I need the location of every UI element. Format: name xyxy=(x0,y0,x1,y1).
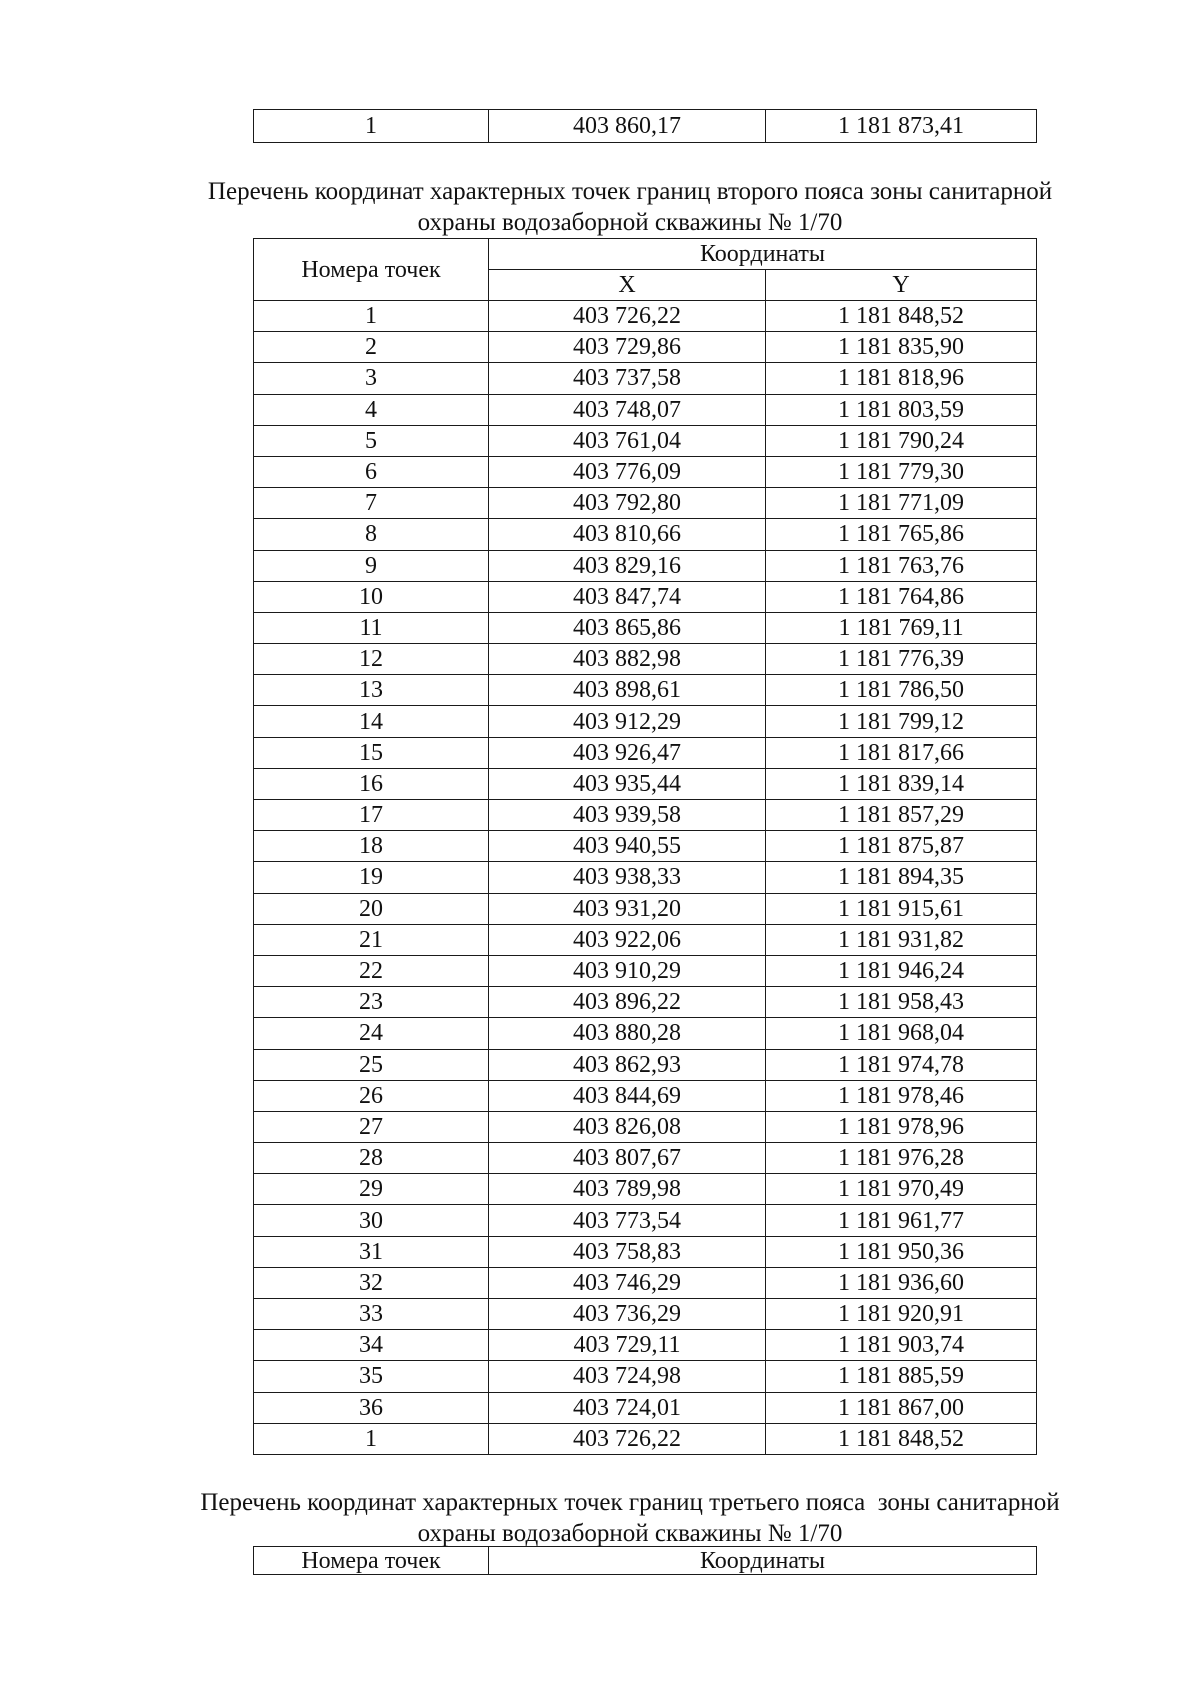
x-coordinate-cell: 403 922,06 xyxy=(489,924,766,955)
y-coordinate-cell: 1 181 867,00 xyxy=(766,1392,1037,1423)
x-coordinate-cell: 403 746,29 xyxy=(489,1267,766,1298)
point-number-cell: 9 xyxy=(254,550,489,581)
x-coordinate-cell: 403 829,16 xyxy=(489,550,766,581)
point-number-cell: 29 xyxy=(254,1174,489,1205)
point-number-cell: 5 xyxy=(254,425,489,456)
table-row xyxy=(254,1236,1037,1267)
point-number-cell: 33 xyxy=(254,1299,489,1330)
table-row xyxy=(254,706,1037,737)
table-row xyxy=(254,1392,1037,1423)
point-number-cell: 1 xyxy=(254,1423,489,1454)
x-coordinate-cell: 403 847,74 xyxy=(489,581,766,612)
y-coordinate-cell: 1 181 803,59 xyxy=(766,394,1037,425)
y-coordinate-cell: 1 181 799,12 xyxy=(766,706,1037,737)
y-coordinate-cell: 1 181 961,77 xyxy=(766,1205,1037,1236)
table-row xyxy=(254,768,1037,799)
table-row xyxy=(254,800,1037,831)
table-row xyxy=(254,675,1037,706)
x-coordinate-cell: 403 931,20 xyxy=(489,893,766,924)
table-row xyxy=(254,1143,1037,1174)
table-row xyxy=(254,1361,1037,1392)
table-row xyxy=(254,831,1037,862)
x-coordinate-cell: 403 826,08 xyxy=(489,1111,766,1142)
table-row xyxy=(254,519,1037,550)
y-coordinate-cell: 1 181 976,28 xyxy=(766,1143,1037,1174)
point-number-cell: 1 xyxy=(254,301,489,332)
x-coordinate-cell: 403 737,58 xyxy=(489,363,766,394)
coordinates-table-third-zone xyxy=(253,1546,1037,1575)
table-row xyxy=(254,394,1037,425)
x-coordinate-cell: 403 810,66 xyxy=(489,519,766,550)
point-number-cell: 23 xyxy=(254,987,489,1018)
table-row xyxy=(254,737,1037,768)
x-coordinate-cell: 403 729,86 xyxy=(489,332,766,363)
table-row xyxy=(254,301,1037,332)
x-coordinate-cell: 403 758,83 xyxy=(489,1236,766,1267)
point-number-cell: 3 xyxy=(254,363,489,394)
y-coordinate-cell: 1 181 818,96 xyxy=(766,363,1037,394)
y-coordinate-cell: 1 181 786,50 xyxy=(766,675,1037,706)
x-coordinate-cell: 403 724,98 xyxy=(489,1361,766,1392)
x-coordinate-cell: 403 939,58 xyxy=(489,800,766,831)
y-coordinate-cell: 1 181 765,86 xyxy=(766,519,1037,550)
header-x: X xyxy=(489,270,766,301)
x-coordinate-cell: 403 910,29 xyxy=(489,955,766,986)
y-coordinate-cell: 1 181 950,36 xyxy=(766,1236,1037,1267)
table-body xyxy=(254,301,1037,1455)
table-row xyxy=(254,1423,1037,1454)
table-row xyxy=(254,924,1037,955)
x-coordinate-cell: 403 896,22 xyxy=(489,987,766,1018)
x-coordinate-cell: 403 926,47 xyxy=(489,737,766,768)
point-number-cell: 35 xyxy=(254,1361,489,1392)
table-row xyxy=(254,1111,1037,1142)
header-point-numbers: Номера точек xyxy=(254,1547,489,1575)
x-coordinate-cell: 403 880,28 xyxy=(489,1018,766,1049)
table-header xyxy=(254,239,1037,301)
table-row xyxy=(254,581,1037,612)
table-row xyxy=(254,1018,1037,1049)
table-row xyxy=(254,862,1037,893)
x-coordinate-cell: 403 729,11 xyxy=(489,1330,766,1361)
point-number-cell: 36 xyxy=(254,1392,489,1423)
point-number-cell: 2 xyxy=(254,332,489,363)
x-coordinate-cell: 403 726,22 xyxy=(489,1423,766,1454)
table-header-row xyxy=(254,1547,1037,1575)
coordinates-table-first-zone-tail xyxy=(253,109,1037,143)
point-number-cell: 26 xyxy=(254,1080,489,1111)
section-title-line: Перечень координат характерных точек границ третьего пояса зоны санитарной xyxy=(200,1489,1060,1516)
point-number-cell: 21 xyxy=(254,924,489,955)
y-coordinate-cell: 1 181 958,43 xyxy=(766,987,1037,1018)
header-coordinates: Координаты xyxy=(489,239,1037,270)
y-coordinate-cell: 1 181 848,52 xyxy=(766,301,1037,332)
y-coordinate-cell: 1 181 779,30 xyxy=(766,456,1037,487)
y-coordinate-cell: 1 181 873,41 xyxy=(766,110,1037,143)
y-coordinate-cell: 1 181 903,74 xyxy=(766,1330,1037,1361)
y-coordinate-cell: 1 181 835,90 xyxy=(766,332,1037,363)
point-number-cell: 10 xyxy=(254,581,489,612)
table-row xyxy=(254,456,1037,487)
x-coordinate-cell: 403 935,44 xyxy=(489,768,766,799)
x-coordinate-cell: 403 862,93 xyxy=(489,1049,766,1080)
y-coordinate-cell: 1 181 857,29 xyxy=(766,800,1037,831)
point-number-cell: 14 xyxy=(254,706,489,737)
table-header-row xyxy=(254,239,1037,270)
section-title-line: охраны водозаборной скважины № 1/70 xyxy=(417,209,843,236)
point-number-cell: 13 xyxy=(254,675,489,706)
table-row xyxy=(254,488,1037,519)
y-coordinate-cell: 1 181 763,76 xyxy=(766,550,1037,581)
table-row xyxy=(254,550,1037,581)
y-coordinate-cell: 1 181 771,09 xyxy=(766,488,1037,519)
y-coordinate-cell: 1 181 769,11 xyxy=(766,612,1037,643)
point-number-cell: 15 xyxy=(254,737,489,768)
y-coordinate-cell: 1 181 875,87 xyxy=(766,831,1037,862)
x-coordinate-cell: 403 736,29 xyxy=(489,1299,766,1330)
point-number-cell: 28 xyxy=(254,1143,489,1174)
point-number-cell: 30 xyxy=(254,1205,489,1236)
y-coordinate-cell: 1 181 968,04 xyxy=(766,1018,1037,1049)
x-coordinate-cell: 403 912,29 xyxy=(489,706,766,737)
section-title-third-zone xyxy=(150,1487,1110,1549)
table-row xyxy=(254,363,1037,394)
table-row xyxy=(254,987,1037,1018)
y-coordinate-cell: 1 181 776,39 xyxy=(766,644,1037,675)
point-number-cell: 1 xyxy=(254,110,489,143)
section-title-line: охраны водозаборной скважины № 1/70 xyxy=(417,1520,843,1547)
y-coordinate-cell: 1 181 920,91 xyxy=(766,1299,1037,1330)
y-coordinate-cell: 1 181 894,35 xyxy=(766,862,1037,893)
coordinates-table-second-zone xyxy=(253,238,1037,1455)
x-coordinate-cell: 403 898,61 xyxy=(489,675,766,706)
x-coordinate-cell: 403 724,01 xyxy=(489,1392,766,1423)
x-coordinate-cell: 403 844,69 xyxy=(489,1080,766,1111)
y-coordinate-cell: 1 181 978,46 xyxy=(766,1080,1037,1111)
table-row xyxy=(254,955,1037,986)
x-coordinate-cell: 403 726,22 xyxy=(489,301,766,332)
point-number-cell: 24 xyxy=(254,1018,489,1049)
x-coordinate-cell: 403 807,67 xyxy=(489,1143,766,1174)
point-number-cell: 25 xyxy=(254,1049,489,1080)
point-number-cell: 27 xyxy=(254,1111,489,1142)
point-number-cell: 8 xyxy=(254,519,489,550)
header-coordinates: Координаты xyxy=(489,1547,1037,1575)
y-coordinate-cell: 1 181 790,24 xyxy=(766,425,1037,456)
table-row xyxy=(254,1267,1037,1298)
table-row xyxy=(254,1299,1037,1330)
y-coordinate-cell: 1 181 931,82 xyxy=(766,924,1037,955)
table-row xyxy=(254,1205,1037,1236)
x-coordinate-cell: 403 789,98 xyxy=(489,1174,766,1205)
y-coordinate-cell: 1 181 817,66 xyxy=(766,737,1037,768)
x-coordinate-cell: 403 761,04 xyxy=(489,425,766,456)
table-row xyxy=(254,644,1037,675)
table-row xyxy=(254,1174,1037,1205)
x-coordinate-cell: 403 748,07 xyxy=(489,394,766,425)
table-row xyxy=(254,1049,1037,1080)
y-coordinate-cell: 1 181 974,78 xyxy=(766,1049,1037,1080)
y-coordinate-cell: 1 181 946,24 xyxy=(766,955,1037,986)
table-row xyxy=(254,332,1037,363)
point-number-cell: 6 xyxy=(254,456,489,487)
table-row xyxy=(254,612,1037,643)
point-number-cell: 32 xyxy=(254,1267,489,1298)
point-number-cell: 20 xyxy=(254,893,489,924)
point-number-cell: 22 xyxy=(254,955,489,986)
y-coordinate-cell: 1 181 936,60 xyxy=(766,1267,1037,1298)
header-point-numbers: Номера точек xyxy=(254,239,489,301)
y-coordinate-cell: 1 181 885,59 xyxy=(766,1361,1037,1392)
table-row xyxy=(254,1080,1037,1111)
header-y: Y xyxy=(766,270,1037,301)
y-coordinate-cell: 1 181 978,96 xyxy=(766,1111,1037,1142)
point-number-cell: 12 xyxy=(254,644,489,675)
table-body xyxy=(254,110,1037,143)
point-number-cell: 18 xyxy=(254,831,489,862)
x-coordinate-cell: 403 938,33 xyxy=(489,862,766,893)
table-row xyxy=(254,425,1037,456)
x-coordinate-cell: 403 860,17 xyxy=(489,110,766,143)
x-coordinate-cell: 403 792,80 xyxy=(489,488,766,519)
y-coordinate-cell: 1 181 970,49 xyxy=(766,1174,1037,1205)
y-coordinate-cell: 1 181 915,61 xyxy=(766,893,1037,924)
section-title-second-zone xyxy=(150,176,1110,238)
x-coordinate-cell: 403 776,09 xyxy=(489,456,766,487)
table-row xyxy=(254,893,1037,924)
x-coordinate-cell: 403 940,55 xyxy=(489,831,766,862)
point-number-cell: 19 xyxy=(254,862,489,893)
table-row xyxy=(254,1330,1037,1361)
y-coordinate-cell: 1 181 848,52 xyxy=(766,1423,1037,1454)
point-number-cell: 16 xyxy=(254,768,489,799)
point-number-cell: 7 xyxy=(254,488,489,519)
point-number-cell: 4 xyxy=(254,394,489,425)
point-number-cell: 31 xyxy=(254,1236,489,1267)
x-coordinate-cell: 403 773,54 xyxy=(489,1205,766,1236)
table-header xyxy=(254,1547,1037,1575)
point-number-cell: 17 xyxy=(254,800,489,831)
section-title-line: Перечень координат характерных точек границ второго пояса зоны санитарной xyxy=(207,178,1053,205)
y-coordinate-cell: 1 181 839,14 xyxy=(766,768,1037,799)
y-coordinate-cell: 1 181 764,86 xyxy=(766,581,1037,612)
table-row xyxy=(254,110,1037,143)
point-number-cell: 11 xyxy=(254,612,489,643)
x-coordinate-cell: 403 865,86 xyxy=(489,612,766,643)
point-number-cell: 34 xyxy=(254,1330,489,1361)
x-coordinate-cell: 403 882,98 xyxy=(489,644,766,675)
